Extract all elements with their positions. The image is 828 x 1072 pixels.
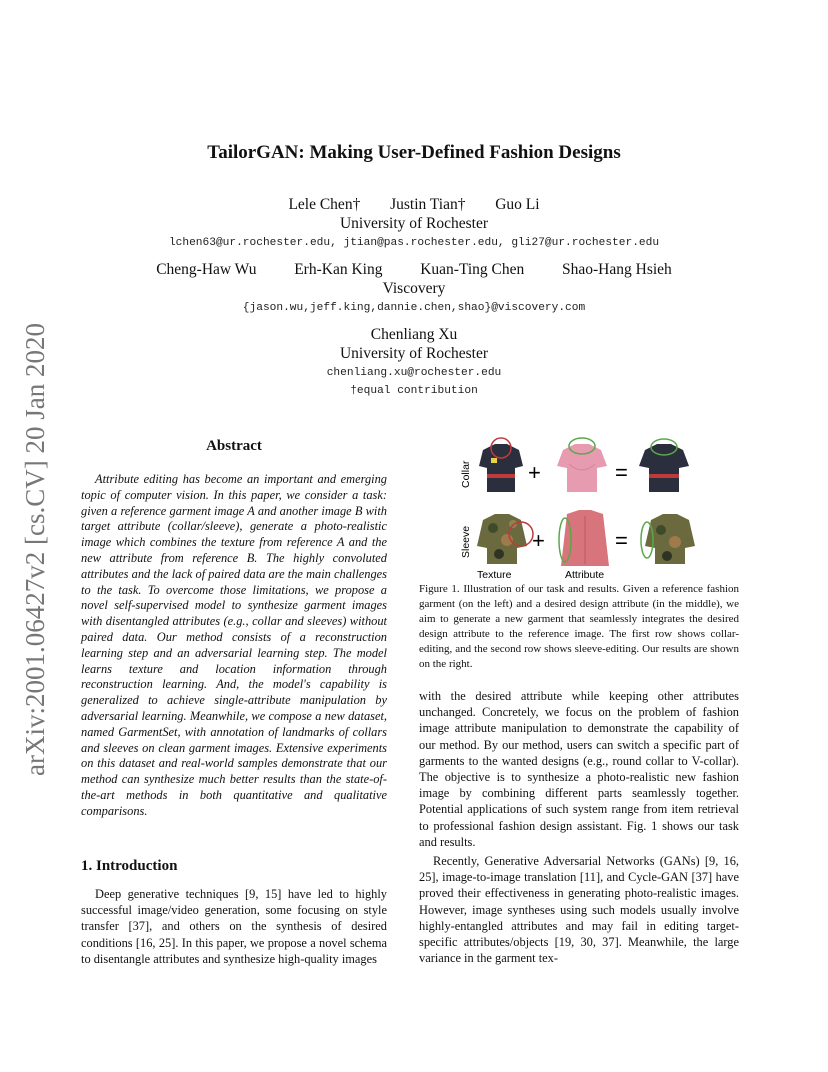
row-label-sleeve bbox=[460, 526, 472, 558]
intro-text: Deep generative techniques [9, 15] have led to highly successful image/video generation, some focusing on style transfer [37], and others on the synthesis of desired conditions [16, 25]. In this paper, we propose a novel schema to disentangle attributes and synthesize high-quality images bbox=[81, 887, 387, 966]
intro-heading: 1. Introduction bbox=[81, 858, 178, 874]
collar-attribute-shirt bbox=[557, 438, 607, 492]
author-name: Guo Li bbox=[495, 196, 540, 213]
equal-contribution-note: †equal contribution bbox=[350, 385, 478, 397]
emails-1: lchen63@ur.rochester.edu, jtian@pas.rochester.edu, gli27@ur.rochester.edu bbox=[168, 237, 660, 249]
sleeve-attribute-shirt bbox=[559, 510, 609, 566]
author-name: Justin Tian† bbox=[390, 196, 466, 213]
affiliation-3: University of Rochester bbox=[339, 345, 489, 362]
plus-sign: + bbox=[532, 528, 545, 553]
authors-row-1 bbox=[0, 196, 828, 214]
email-3: chenliang.xu@rochester.edu bbox=[326, 367, 502, 379]
collar-texture-shirt bbox=[479, 438, 523, 492]
equals-sign: = bbox=[615, 528, 628, 553]
equals-sign: = bbox=[615, 460, 628, 485]
sleeve-label: Sleeve bbox=[460, 525, 472, 558]
sleeve-result-shirt bbox=[641, 514, 695, 564]
authors-row-2 bbox=[0, 261, 828, 279]
texture-label: Texture bbox=[477, 569, 512, 580]
paper-title: TailorGAN: Making User-Defined Fashion Designs bbox=[207, 142, 621, 163]
author-name: Erh-Kan King bbox=[294, 261, 383, 278]
emails-2: {jason.wu,jeff.king,dannie.chen,shao}@viscovery.com bbox=[242, 302, 586, 314]
author-name: Lele Chen† bbox=[288, 196, 361, 213]
author-name: Shao-Hang Hsieh bbox=[562, 261, 672, 278]
intro-continued-paragraph: with the desired attribute while keeping other attributes unchanged. Concretely, we focus on the problem of fashion image attribute manipulation to demonstrate the capability of our method. By our method, users can switch a specific part of garments to the wanted designs (e.g., round collar to V-collar). The objective is to synthesize a photo-realistic new fashion image by combining different parts seamlessly together. Potential applications of such system range from item retrieval to professional fashion design assistant. Fig. 1 shows our task and results. bbox=[419, 689, 739, 849]
author-name: Kuan-Ting Chen bbox=[420, 261, 525, 278]
abstract-heading: Abstract bbox=[206, 438, 262, 454]
plus-sign: + bbox=[528, 460, 541, 485]
attribute-label: Attribute bbox=[565, 569, 605, 580]
collar-result-shirt bbox=[639, 439, 689, 492]
sleeve-texture-shirt bbox=[477, 514, 533, 564]
abstract-text: Attribute editing has become an important and emerging topic of computer vision. In this paper, we consider a task: given a reference garment image A and another image B with target attribute (collar/sleeve), generate a photo-realistic image which combines the texture from reference A and the new attribute from reference B. The highly convoluted attributes and the lack of paired data are the main challenges to the task. To overcome those limitations, we propose a novel self-supervised model to synthesize garment images with disentangled attributes (e.g., collar and sleeves) without paired data. Our method consists of a reconstruction learning step and an adversarial learning step. The model learns texture and location information through reconstruction learning. And, the model's capability is generalized to achieve single-attribute manipulation by adversarial learning. Meanwhile, we compose a new dataset, named GarmentSet, with annotation of landmarks of collars and sleeves on clean garment images. Extensive experiments on this dataset and real-world samples demonstrate that our method can synthesize much better results than the state-of-the-art methods in both quantitative and qualitative comparisons. bbox=[81, 472, 387, 818]
affiliation-2: Viscovery bbox=[382, 280, 446, 297]
figure-1 bbox=[455, 436, 717, 580]
arxiv-identifier: arXiv:2001.06427v2 [cs.CV] 20 Jan 2020 bbox=[20, 323, 50, 777]
figure-caption: Figure 1. Illustration of our task and results. Given a reference fashion garment (on the left) and a desired design attribute (in the middle), we aim to generate a new garment that seamlessly integrates the desired design attribute to the reference image. The first row shows collar-editing, and the second row shows sleeve-editing. Our results are shown on the right. bbox=[419, 583, 739, 670]
collar-label: Collar bbox=[460, 460, 472, 488]
author-3: Chenliang Xu bbox=[370, 326, 458, 343]
row-label-collar bbox=[460, 460, 472, 488]
author-name: Cheng-Haw Wu bbox=[156, 261, 257, 278]
gan-background-paragraph: Recently, Generative Adversarial Networks (GANs) [9, 16, 25], image-to-image translation [11], and Cycle-GAN [37] have proved their effectiveness in generating photo-realistic images. However, image syntheses using such models usually involve highly-entangled attributes and may fail in editing target-specific attributes/objects [19, 30, 37]. Meanwhile, the large variance in the garment tex- bbox=[419, 854, 739, 966]
affiliation-1: University of Rochester bbox=[339, 215, 489, 232]
